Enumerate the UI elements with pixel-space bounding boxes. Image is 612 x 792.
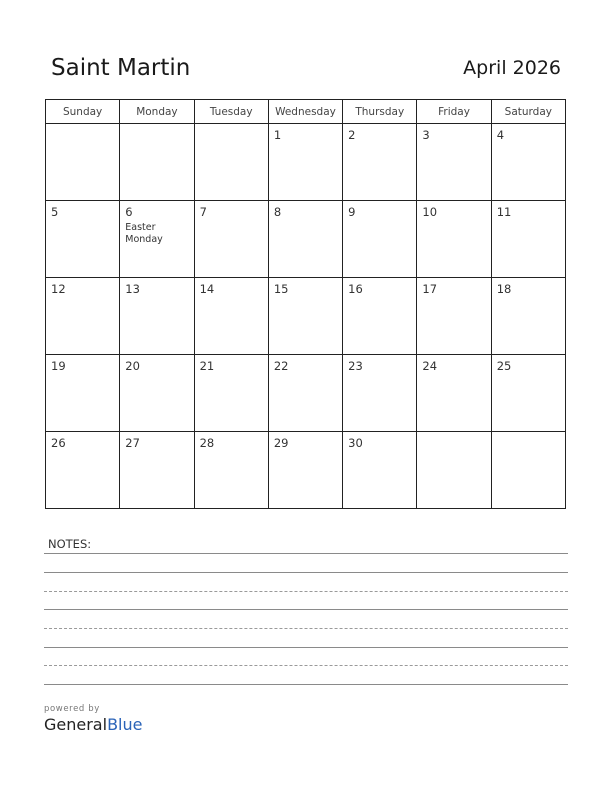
notes-line: [44, 628, 568, 629]
day-number: 15: [273, 282, 289, 296]
weekday-sunday: Sunday: [46, 100, 120, 124]
weekday-tuesday: Tuesday: [194, 100, 268, 124]
day-number: 22: [273, 359, 289, 373]
day-cell: [120, 278, 194, 355]
day-cell: [343, 124, 417, 201]
day-number: 26: [51, 436, 66, 450]
calendar-month: April 2026: [463, 57, 561, 79]
day-number: 8: [273, 205, 282, 219]
brand-blue: Blue: [107, 715, 143, 734]
day-number: 29: [273, 436, 289, 450]
day-number: 28: [199, 436, 215, 450]
week-row: [46, 201, 566, 278]
week-row: [46, 124, 566, 201]
day-number: 1: [273, 128, 282, 142]
day-cell: [491, 355, 565, 432]
day-cell: [194, 355, 268, 432]
day-cell: [268, 355, 342, 432]
calendar-title: Saint Martin: [51, 55, 191, 81]
day-cell: [120, 355, 194, 432]
notes-line: [44, 572, 568, 573]
notes-label: NOTES:: [48, 537, 92, 551]
day-number: 17: [422, 282, 438, 296]
day-cell: [491, 201, 565, 278]
weekday-monday: Monday: [120, 100, 194, 124]
generalblue-logo: [44, 704, 142, 734]
day-cell: [343, 432, 417, 509]
day-cell: [120, 124, 194, 201]
day-number: 2: [348, 128, 356, 142]
day-number: 9: [348, 205, 356, 219]
day-cell: [46, 355, 120, 432]
day-cell: [491, 124, 565, 201]
day-cell: [46, 278, 120, 355]
day-number: 12: [51, 282, 66, 296]
week-row: [46, 278, 566, 355]
day-number: 21: [199, 359, 215, 373]
day-cell: [268, 432, 342, 509]
day-cell: [46, 124, 120, 201]
day-cell: [194, 432, 268, 509]
day-number: 19: [51, 359, 66, 373]
day-cell: [194, 124, 268, 201]
weekday-wednesday: Wednesday: [268, 100, 342, 124]
day-cell: [268, 278, 342, 355]
day-cell: [268, 124, 342, 201]
day-number: 24: [422, 359, 438, 373]
day-number: 16: [348, 282, 363, 296]
day-number: 10: [422, 205, 438, 219]
day-number: 20: [125, 359, 140, 373]
day-number: 6: [125, 205, 133, 219]
day-cell: [120, 201, 194, 278]
notes-line: [44, 647, 568, 648]
day-cell: [194, 278, 268, 355]
holiday-label: Easter Monday: [125, 222, 163, 245]
notes-line: [44, 684, 568, 685]
powered-by-text: powered by: [44, 704, 100, 714]
day-cell: [491, 278, 565, 355]
day-number: 7: [199, 205, 207, 219]
day-cell: [343, 355, 417, 432]
week-row: [46, 432, 566, 509]
brand-name: [44, 715, 142, 734]
notes-line: [44, 665, 568, 666]
day-cell: [491, 432, 565, 509]
day-number: 30: [348, 436, 363, 450]
day-cell: [417, 124, 491, 201]
day-number: 11: [496, 205, 512, 219]
day-cell: [194, 201, 268, 278]
day-cell: [46, 432, 120, 509]
day-number: 5: [51, 205, 59, 219]
day-cell: [343, 201, 417, 278]
weekday-thursday: Thursday: [343, 100, 417, 124]
weekday-friday: Friday: [417, 100, 491, 124]
calendar-grid: [45, 99, 566, 509]
day-number: 4: [496, 128, 505, 142]
day-number: 3: [422, 128, 430, 142]
day-number: 23: [348, 359, 363, 373]
notes-line: [44, 609, 568, 610]
day-number: 25: [496, 359, 512, 373]
weekday-saturday: Saturday: [491, 100, 565, 124]
day-cell: [417, 355, 491, 432]
week-row: [46, 355, 566, 432]
notes-line: [44, 591, 568, 592]
day-cell: [417, 432, 491, 509]
day-cell: [46, 201, 120, 278]
weekday-header-row: [46, 100, 566, 124]
day-cell: [268, 201, 342, 278]
day-number: 27: [125, 436, 140, 450]
day-number: 14: [199, 282, 215, 296]
day-cell: [417, 278, 491, 355]
brand-general: General: [44, 715, 108, 734]
day-cell: [120, 432, 194, 509]
day-number: 13: [125, 282, 140, 296]
notes-line: [44, 553, 568, 554]
day-cell: [417, 201, 491, 278]
day-cell: [343, 278, 417, 355]
day-number: 18: [496, 282, 512, 296]
